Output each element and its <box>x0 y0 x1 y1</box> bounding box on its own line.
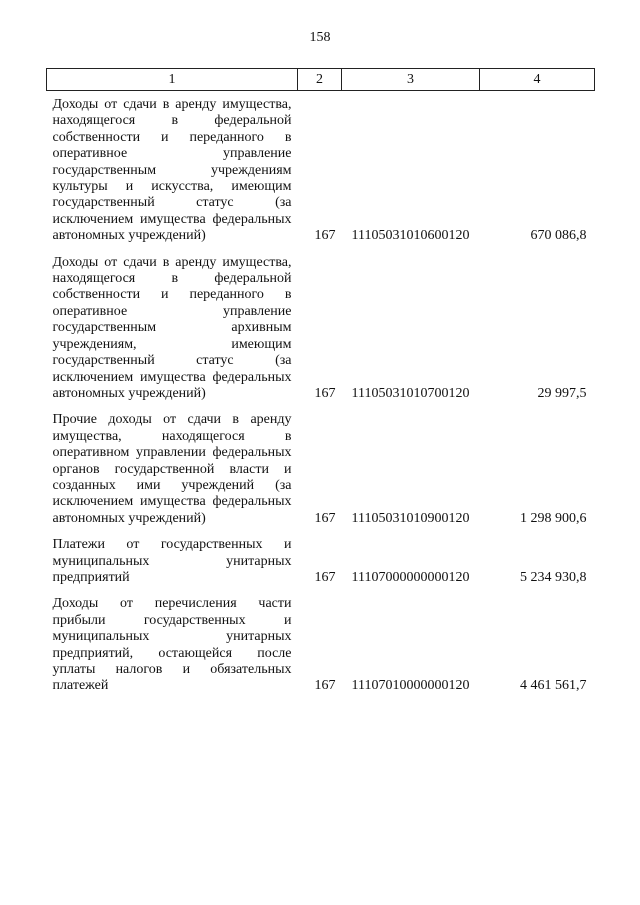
page-number: 158 <box>309 30 331 45</box>
table-row <box>47 406 595 531</box>
table-body <box>47 91 595 699</box>
table-row <box>47 590 595 698</box>
revenue-name-cell: Платежи от государственных и муниципальных унитарных предприятий <box>52 537 292 585</box>
amount-cell: 1 298 900,6 <box>520 510 587 526</box>
admin-code-cell: 167 <box>314 569 336 585</box>
column-header-amount: 4 <box>480 69 595 91</box>
amount-cell: 29 997,5 <box>537 385 587 401</box>
table-row <box>47 531 595 590</box>
column-header-code: 3 <box>342 69 480 91</box>
table-row <box>47 91 595 249</box>
amount-cell: 4 461 561,7 <box>520 678 587 694</box>
column-header-admin: 2 <box>298 69 342 91</box>
budget-code-cell: 11105031010700120 <box>351 385 470 401</box>
revenue-name-cell: Доходы от сдачи в аренду имущества, находящегося в федеральной собственности и переданного в оперативное управление государственным учреждениям культуры и искусства, имеющим государственный статус (за исключением имущества федеральных автономных учреждений) <box>52 97 292 244</box>
revenue-name-cell: Доходы от сдачи в аренду имущества, находящегося в федеральной собственности и переданного в оперативное управление государственным архивным учреждениям, имеющим государственный статус (за исключением имущества федеральных автономных учреждений) <box>52 254 292 401</box>
budget-code-cell: 11107000000000120 <box>351 569 470 585</box>
revenue-name-cell: Доходы от перечисления части прибыли государственных и муниципальных унитарных предприятий, остающейся после уплаты налогов и обязательных платежей <box>52 596 292 694</box>
revenue-name-cell: Прочие доходы от сдачи в аренду имущества, находящегося в оперативном управлении федеральных органов государственной власти и созданных ими учреждений (за исключением имущества федеральных автономных учреждений) <box>52 412 292 526</box>
admin-code-cell: 167 <box>314 678 336 694</box>
header-row <box>47 69 595 91</box>
budget-code-cell: 11105031010600120 <box>351 228 470 244</box>
table-header <box>47 69 595 91</box>
amount-cell: 5 234 930,8 <box>520 569 587 585</box>
budget-code-cell: 11107010000000120 <box>351 678 470 694</box>
admin-code-cell: 167 <box>314 228 336 244</box>
budget-code-cell: 11105031010900120 <box>351 510 470 526</box>
admin-code-cell: 167 <box>314 385 336 401</box>
admin-code-cell: 167 <box>314 510 336 526</box>
amount-cell: 670 086,8 <box>530 228 587 244</box>
budget-revenue-table <box>46 68 595 699</box>
column-header-name: 1 <box>47 69 298 91</box>
table-row <box>47 249 595 407</box>
